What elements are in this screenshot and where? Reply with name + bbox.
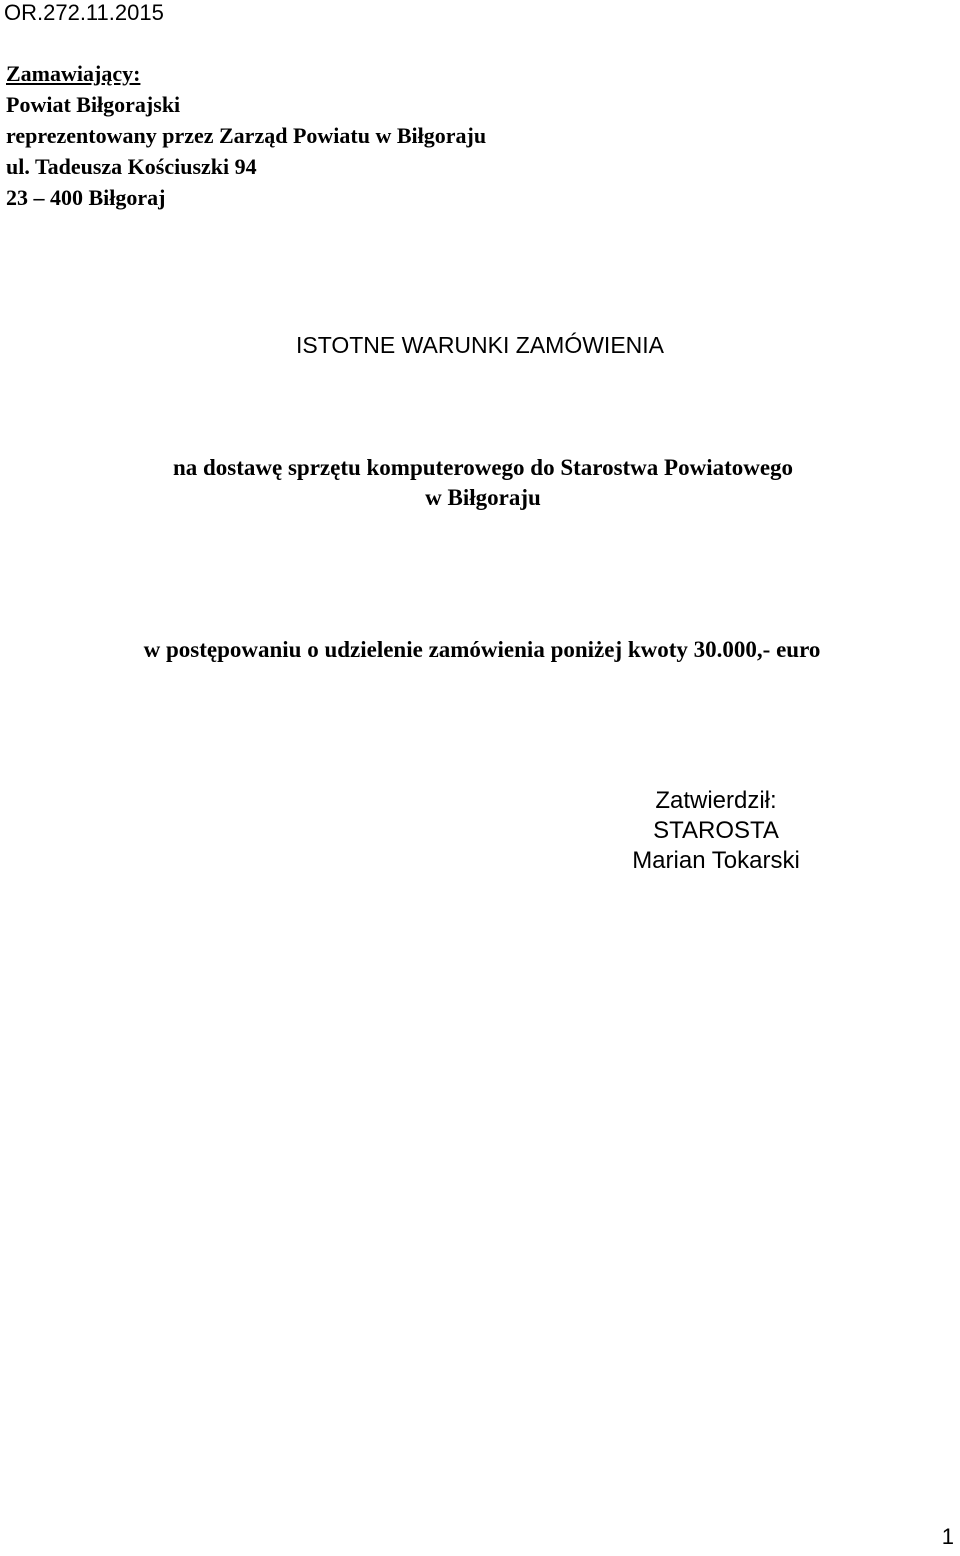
order-subject	[0, 453, 960, 513]
client-line: 23 – 400 Biłgoraj	[6, 185, 166, 210]
order-subject-line: na dostawę sprzętu komputerowego do Starostwa Powiatowego	[172, 455, 794, 480]
document-reference: OR.272.11.2015	[4, 0, 164, 25]
document-title: ISTOTNE WARUNKI ZAMÓWIENIA	[295, 332, 664, 358]
procedure-description: w postępowaniu o udzielenie zamówienia poniżej kwoty 30.000,- euro	[143, 637, 821, 662]
client-block	[6, 58, 486, 213]
client-line: reprezentowany przez Zarząd Powiatu w Biłgoraju	[6, 123, 487, 148]
approval-label: Zatwierdził:	[655, 787, 777, 814]
order-subject-line: w Biłgoraju	[425, 485, 541, 510]
approval-block	[600, 786, 832, 876]
client-line: Powiat Biłgorajski	[6, 92, 181, 117]
approval-role: STAROSTA	[653, 817, 779, 844]
approval-name: Marian Tokarski	[632, 847, 800, 874]
client-heading: Zamawiający:	[6, 61, 141, 86]
client-line: ul. Tadeusza Kościuszki 94	[6, 154, 257, 179]
page-number: 1	[941, 1524, 954, 1549]
